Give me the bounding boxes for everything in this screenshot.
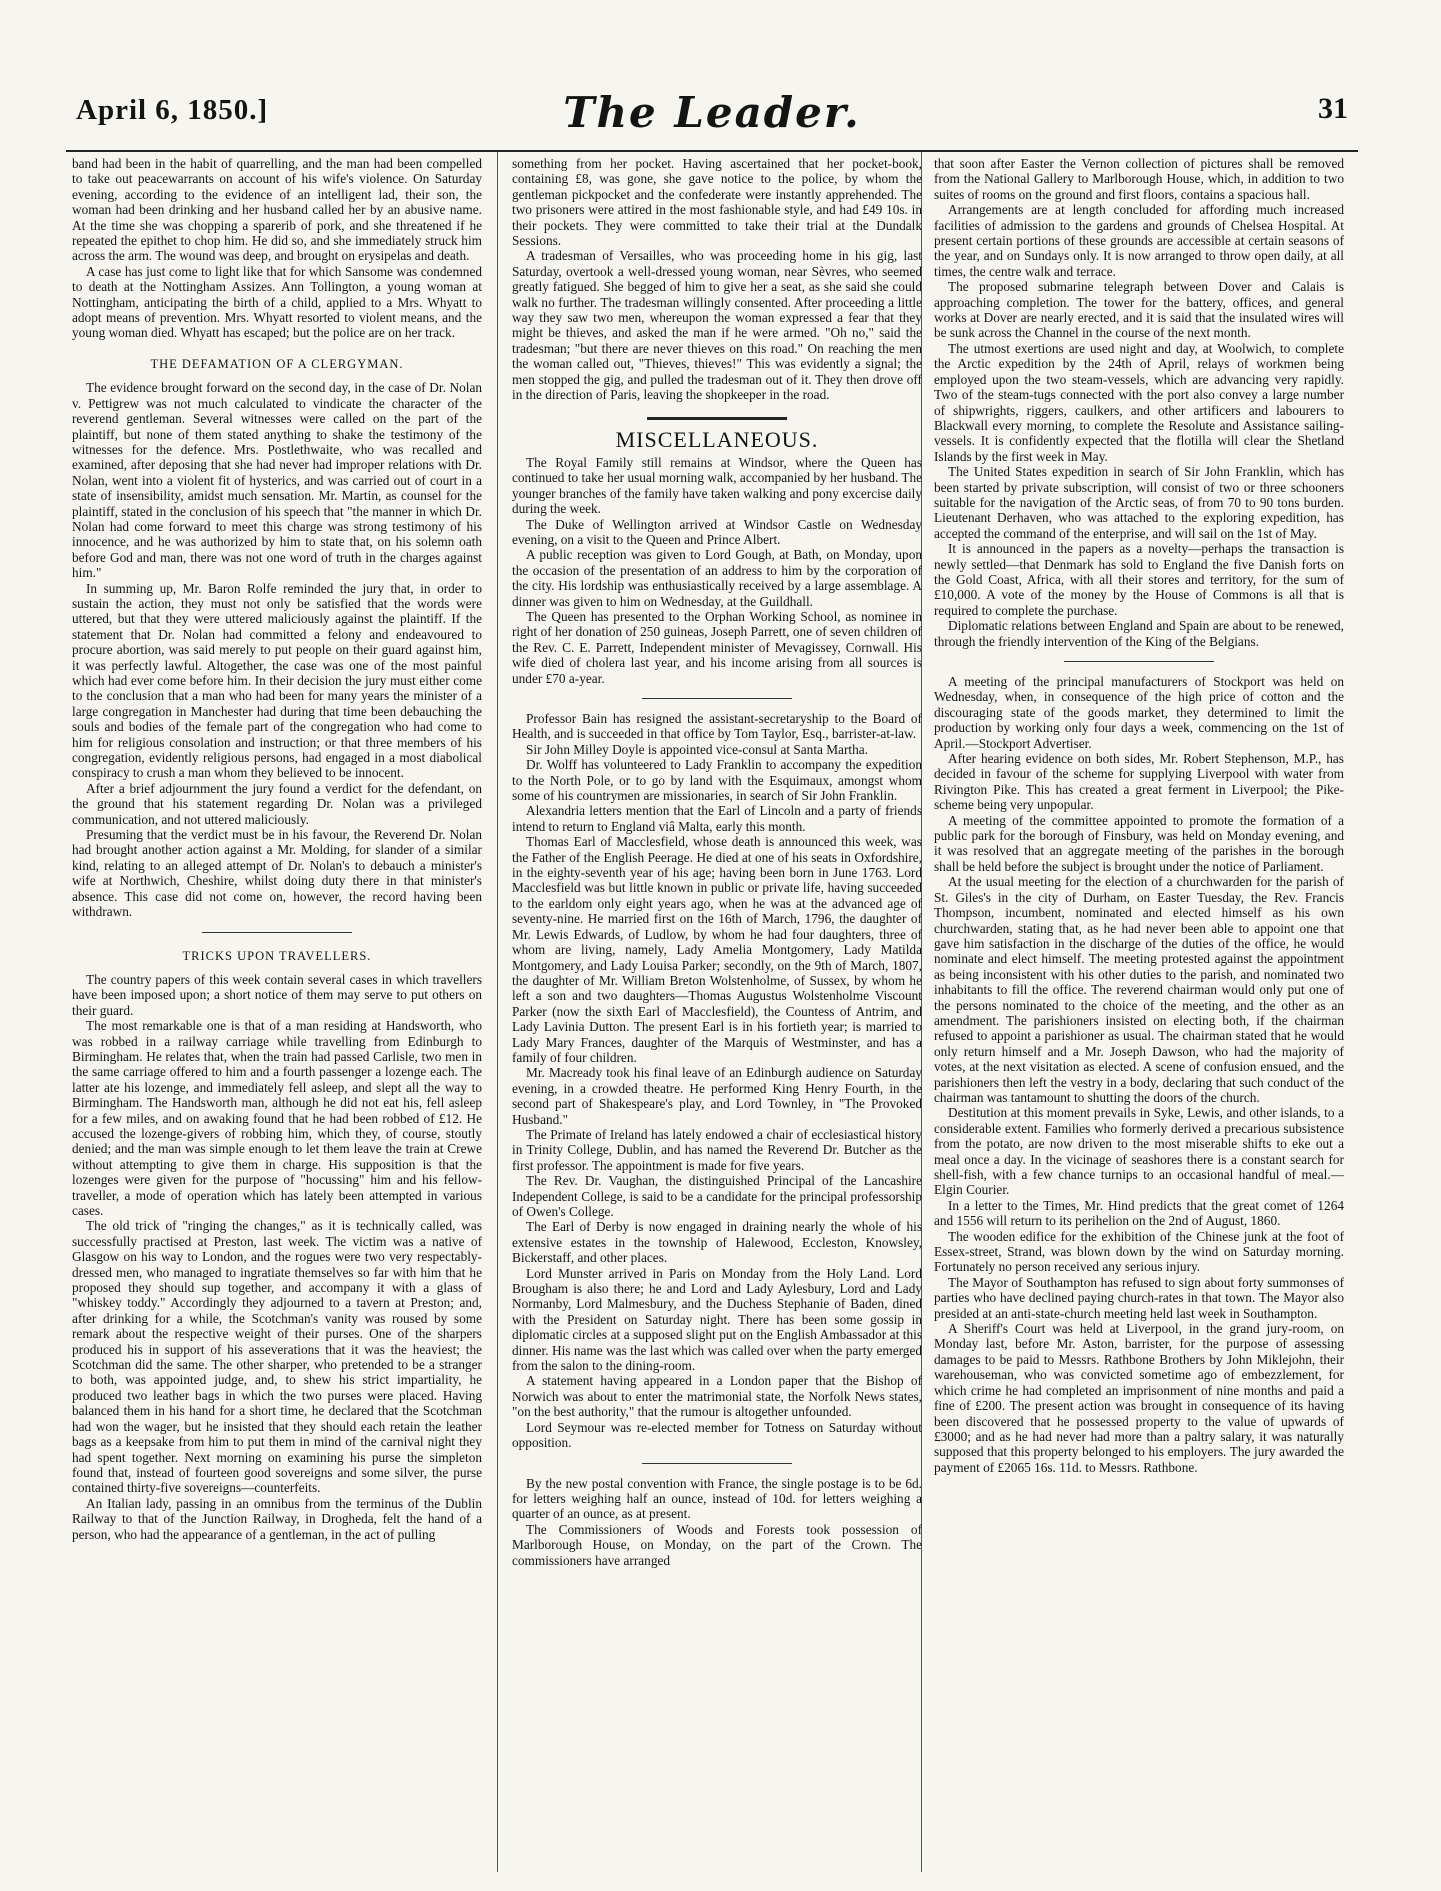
article-paragraph: The evidence brought forward on the second day, in the case of Dr. Nolan v. Pettigrew was not much calculated to vindicate the character of the reverend gentleman. Several witnesses were called on the part of the plaintiff, but none of them stated anything to shake the testimony of the witnesses for the defence. Mrs. Postlethwaite, who was recalled and examined, after deposing that she had never had improper relations with Dr. Nolan, went into a violent fit of hysterics, and was carried out of court in a state of insensibility, amidst much sensation. Mr. Martin, as counsel for the plaintiff, stated in the conclusion of his speech that "the manner in which Dr. Nolan had come forward to meet this charge was strong testimony of his innocence, and he was authorized by him to state that, on his solemn oath before God and man, there was not one word of truth in the charges against him." <box>72 380 482 581</box>
article-paragraph: It is announced in the papers as a novelty—perhaps the transaction is newly settled—that Denmark has sold to England the five Danish forts on the Gold Coast, Africa, with all their stores and territory, for the sum of £10,000. A vote of the money by the House of Commons is all that is required to complete the purchase. <box>934 541 1344 618</box>
column-3 <box>934 156 1344 1856</box>
article-paragraph: The Earl of Derby is now engaged in draining nearly the whole of his extensive estates in the township of Halewood, Eccleston, Knowsley, Bickerstaff, and other places. <box>512 1219 922 1266</box>
article-paragraph: A meeting of the committee appointed to promote the formation of a public park for the borough of Finsbury, was held on Monday evening, and it was resolved that an aggregate meeting of the parishes in the borough shall be held before the subject is brought under the notice of Parliament. <box>934 812 1344 874</box>
article-paragraph: After hearing evidence on both sides, Mr. Robert Stephenson, M.P., has decided in favour of the scheme for supplying Liverpool with water from Rivington Pike. This has created a great ferment in Liverpool; the Pike-scheme being very unpopular. <box>934 751 1344 813</box>
article-paragraph: A tradesman of Versailles, who was proceeding home in his gig, last Saturday, overtook a well-dressed young woman, near Sèvres, who seemed greatly fatigued. She begged of him to give her a seat, as she said she could walk no further. The tradesman willingly consented. After proceeding a little way they saw two men, whereupon the woman expressed a fear that they might be thieves, and asked the man if he were armed. "Oh no," said the tradesman; "but there are never thieves on this road." On reaching the men the woman called out, "Thieves, thieves!" This was evidently a signal; the men stopped the gig, and pulled the tradesman out of it. They then drove off in the direction of Paris, leaving the shopkeeper in the road. <box>512 248 922 403</box>
article-paragraph: The utmost exertions are used night and day, at Woolwich, to complete the Arctic expedition by the 24th of April, relays of workmen being employed upon the two steam-vessels, which are advancing very rapidly. Two of the steam-tugs connected with the port also convey a large number of shipwrights, riggers, caulkers, and other artificers and labourers to Blackwall every morning, to complete the Resolute and Assistance sailing-vessels. It is confidently expected that the flotilla will clear the Shetland Islands by the first week in May. <box>934 340 1344 464</box>
article-paragraph: The Commissioners of Woods and Forests took possession of Marlborough House, on Monday, on the part of the Crown. The commissioners have arranged <box>512 1521 922 1568</box>
article-paragraph: The country papers of this week contain several cases in which travellers have been imposed upon; a short notice of them may serve to put others on their guard. <box>72 971 482 1018</box>
article-paragraph: Destitution at this moment prevails in Syke, Lewis, and other islands, to a considerable extent. Families who formerly derived a precarious subsistence from the potato, are now driven to the most miserable shifts to eke out a meal once a day. In the vicinage of seashores there is a constant search for shell-fish, with a few chance turnips to an occasional handful of meal.—Elgin Courier. <box>934 1105 1344 1198</box>
article-paragraph: A Sheriff's Court was held at Liverpool, in the grand jury-room, on Monday last, before Mr. Aston, barrister, for the purpose of assessing damages to be paid to Messrs. Rathbone Brothers by John Miklejohn, their warehouseman, who was convicted sometime ago of embezzlement, for which crime he had completed an imprisonment of nine months and paid a fine of £200. The present action was brought in consequence of its having been discovered that he possessed property to the value of upwards of £3000; and as he had never had more than a paltry salary, it was naturally supposed that this property belonged to his employers. The jury awarded the payment of £2065 16s. 11d. to Messrs. Rathbone. <box>934 1321 1344 1475</box>
article-paragraph: The old trick of "ringing the changes," as it is technically called, was successfully practised at Preston, last week. The victim was a native of Glasgow on his way to London, and the rogues were two very respectably-dressed men, who managed to ingratiate themselves so far with him that he proposed they should sup together, and accompany it with a glass of "whiskey toddy." Accordingly they adjourned to a tavern at Preston; and, after drinking for a while, the Scotchman's vanity was roused by some remark about the respective weight of their purses. One of the sharpers produced his in support of his asseverations that it was the heaviest; the Scotchman did the same. The other sharper, who pretended to be a stranger to both, was appointed judge, and, to shew his strict impartiality, he produced two leather bags in which the two purses were placed. Having balanced them in his hand for a short time, he declared that the Scotchman had won the wager, but he insisted that they should each retain the leather bags as a keepsake from him to put them in mind of the carnival night they had spent together. Next morning on examining his purse the simpleton found that, instead of fourteen good sovereigns and some silver, the purse contained thirty-five sovereigns—counterfeits. <box>72 1218 482 1496</box>
section-separator <box>647 417 787 420</box>
article-paragraph: The wooden edifice for the exhibition of the Chinese junk at the foot of Essex-street, Strand, was blown down by the wind on Saturday morning. Fortunately no person received any serious injury. <box>934 1228 1344 1275</box>
article-paragraph: A statement having appeared in a London paper that the Bishop of Norwich was about to enter the matrimonial state, the Norfolk News states, "on the best authority," that the rumour is altogether unfounded. <box>512 1373 922 1420</box>
article-paragraph: Dr. Wolff has volunteered to Lady Franklin to accompany the expedition to the North Pole, or to go by land with the Esquimaux, amongst whom some of his countrymen are missionaries, in search of Sir John Franklin. <box>512 757 922 804</box>
section-separator <box>202 932 352 933</box>
column-1 <box>72 156 482 1856</box>
article-paragraph: The Duke of Wellington arrived at Windsor Castle on Wednesday evening, on a visit to the Queen and Prince Albert. <box>512 516 922 547</box>
article-paragraph: At the usual meeting for the election of a churchwarden for the parish of St. Giles's in the city of Durham, on Easter Tuesday, the Rev. Francis Thompson, incumbent, nominated and elected himself as his own churchwarden, stating that, as he had never been able to appoint one that gave him satisfaction in the discharge of the duties of the office, he would nominate and elect himself. The meeting protested against the appointment as being inconsistent with his other duties to the parish, and nominated two inhabitants to fill the office. The reverend chairman would only put one of the persons nominated to the choice of the meeting, and the other as an amendment. The parishioners insisted on electing both, if the chairman refused to appoint a parishioner as usual. The chairman stated that he would only return himself and a Mr. Joseph Dawson, who had the majority of votes, at the next visitation as elected. A scene of confusion ensued, and the parishioners then left the vestry in a body, declaring that such conduct of the chairman was tantamount to shutting the doors of the church. <box>934 874 1344 1105</box>
newspaper-title: The Leader. <box>563 88 861 137</box>
article-paragraph: In summing up, Mr. Baron Rolfe reminded the jury that, in order to sustain the action, they must not only be satisfied that the words were uttered, but that they were uttered maliciously against the plaintiff. If the statement that Dr. Nolan had committed a felony and endeavoured to procure abortion, was said merely to put people on their guard against him, it was perfectly lawful. Altogether, the case was one of the most painful which had ever come before him. In their decision the jury must either come to the conclusion that a man who had been for many years the minister of a large congregation in Manchester had during that time been debauching the souls and bodies of the female part of the congregation who had come to him for religious consolation and instruction; or that three members of his congregation, evidently religious persons, had engaged in a most diabolical conspiracy to crush a man whom they believed to be innocent. <box>72 580 482 781</box>
article-paragraph: Lord Munster arrived in Paris on Monday from the Holy Land. Lord Brougham is also there; he and Lord and Lady Aylesbury, Lord and Lady Normanby, Lord Malmesbury, and the Duchess Stephanie of Baden, dined with the President on Saturday night. There has been some gossip in diplomatic circles at a supposed slight put on the English Ambassador at this dinner. His name was the last which was called over when the party emerged from the salon to the dining-room. <box>512 1265 922 1374</box>
section-separator <box>642 1463 792 1464</box>
article-paragraph: The Primate of Ireland has lately endowed a chair of ecclesiastical history in Trinity College, Dublin, and has named the Reverend Dr. Butcher as the first professor. The appointment is made for five years. <box>512 1126 922 1173</box>
article-paragraph: Presuming that the verdict must be in his favour, the Reverend Dr. Nolan had brought another action against a Mr. Molding, for slander of a similar kind, relating to an alleged attempt of Dr. Nolan's to debauch a minister's wife at Northwich, Cheshire, whilst doing duty there in that minister's absence. This case did not come on, however, the record having been withdrawn. <box>72 827 482 920</box>
article-paragraph: The United States expedition in search of Sir John Franklin, which has been started by private subscription, will consist of two or three schooners suitable for the navigation of the Arctic seas, of from 70 to 90 tons burden. Lieutenant Derhaven, who was attached to the exploring expedition, has accepted the command of the enterprise, and will sail on the 1st of May. <box>934 464 1344 541</box>
article-paragraph: By the new postal convention with France, the single postage is to be 6d. for letters weighing half an ounce, instead of 10d. for letters weighing a quarter of an ounce, as at present. <box>512 1475 922 1522</box>
page-number: 31 <box>1318 92 1348 125</box>
article-paragraph: The most remarkable one is that of a man residing at Handsworth, who was robbed in a railway carriage while travelling from Edinburgh to Birmingham. He relates that, when the train had passed Carlisle, two men in the same carriage offered to him and a fourth passenger a lozenge each. The latter ate his lozenge, and immediately fell asleep, and slept all the way to Birmingham. The Handsworth man, although he did not eat his, fell asleep for a few miles, and on awaking found that he had been robbed of £12. He accused the lozenge-givers of robbing him, which they, of course, stoutly denied; and the man was simple enough to let them leave the train at Crewe without attempting to give them in charge. His supposition is that the lozenges were given for the purpose of "hocussing" him and his fellow-traveller, a mode of operation which has lately been attempted in various cases. <box>72 1018 482 1218</box>
article-paragraph: band had been in the habit of quarrelling, and the man had been compelled to take out peacewarrants on account of his wife's violence. On Saturday evening, according to the evidence of an intelligent lad, their son, the woman had been drinking and her husband called her by an abusive name. At the time she was chopping a sparerib of pork, and she threatened if he repeated the epithet to chop him. He did so, and she immediately struck him across the arm. The wound was deep, and brought on erysipelas and death. <box>72 156 482 264</box>
article-paragraph: Mr. Macready took his final leave of an Edinburgh audience on Saturday evening, in a crowded theatre. He performed King Henry Fourth, in the second part of Shakespeare's play, and Lord Townley, in "The Provoked Husband." <box>512 1065 922 1127</box>
section-heading: THE DEFAMATION OF A CLERGYMAN. <box>150 356 404 371</box>
article-paragraph: Lord Seymour was re-elected member for Totness on Saturday without opposition. <box>512 1419 922 1451</box>
issue-date: April 6, 1850.] <box>76 94 269 126</box>
article-paragraph: A meeting of the principal manufacturers of Stockport was held on Wednesday, when, in consequence of the high price of cotton and the discouraging state of the goods market, they determined to limit the production by working only four days a week, commencing on the 1st of April.—Stockport Advertiser. <box>934 674 1344 751</box>
article-paragraph: The Queen has presented to the Orphan Working School, as nominee in right of her donation of 250 guineas, Joseph Parrett, one of seven children of the Rev. C. E. Parrett, Independent minister of Mevagissey, Cornwall. His wife died of cholera last year, and his income arising from all sources is under £70 a-year. <box>512 608 922 686</box>
article-paragraph: The proposed submarine telegraph between Dover and Calais is approaching completion. The tower for the battery, offices, and general works at Dover are nearly erected, and it is said that the insulated wires will be sunk across the Channel in the course of the next month. <box>934 279 1344 341</box>
article-paragraph: In a letter to the Times, Mr. Hind predicts that the great comet of 1264 and 1556 will return to its perihelion on the 2nd of August, 1860. <box>934 1197 1344 1229</box>
article-paragraph: Alexandria letters mention that the Earl of Lincoln and a party of friends intend to return to England viâ Malta, early this month. <box>512 803 922 834</box>
article-paragraph: A public reception was given to Lord Gough, at Bath, on Monday, upon the occasion of the presentation of an address to him by the corporation of the city. His lordship was enthusiastically received by a large assemblage. A dinner was given to him on Wednesday, at the Guildhall. <box>512 547 922 609</box>
article-paragraph: that soon after Easter the Vernon collection of pictures shall be removed from the National Gallery to Marlborough House, which, in addition to two suites of rooms on the ground and first floors, contains a spacious hall. <box>934 156 1344 202</box>
article-paragraph: The Royal Family still remains at Windsor, where the Queen has continued to take her usual morning walk, accompanied by her husband. The younger branches of the family have taken walking and pony excercise daily during the week. <box>512 454 922 517</box>
section-heading: TRICKS UPON TRAVELLERS. <box>182 948 372 963</box>
article-paragraph: Sir John Milley Doyle is appointed vice-consul at Santa Martha. <box>526 741 868 757</box>
column-divider <box>497 152 498 1872</box>
article-paragraph: After a brief adjournment the jury found a verdict for the defendant, on the ground that his statement regarding Dr. Nolan was a privileged communication, and not uttered maliciously. <box>72 780 482 827</box>
masthead <box>66 88 1358 152</box>
section-heading: MISCELLANEOUS. <box>615 426 819 452</box>
article-paragraph: The Mayor of Southampton has refused to sign about forty summonses of parties who have declined paying church-rates in that town. The Mayor also presided at an anti-state-church meeting held last week in Southampton. <box>934 1274 1344 1321</box>
article-paragraph: Arrangements are at length concluded for affording much increased facilities of admission to the gardens and grounds of Chelsea Hospital. At present certain portions of these grounds are accessible at certain seasons of the year, and on Sundays only. It is now arranged to throw open daily, at all times, the centre walk and terrace. <box>934 202 1344 279</box>
article-paragraph: Thomas Earl of Macclesfield, whose death is announced this week, was the Father of the English Peerage. He died at one of his seats in Oxfordshire, in the eighty-seventh year of his age; having been born in June 1763. Lord Macclesfield was but little known in public or private life, having succeeded to the earldom only eight years ago, when he was at the advanced age of seventy-nine. He married first on the 16th of March, 1796, the daughter of Mr. Lewis Edwards, of Ludlow, by whom he had four daughters, three of whom are living, namely, Lady Amelia Montgomery, Lady Matilda Montgomery, and Lady Louisa Parker; secondly, on the 9th of March, 1807, the daughter of Mr. William Breton Wolstenholme, of Sussex, by whom he left a son and two daughters—Thomas Augustus Wolstenholme Viscount Parker (now the sixth Earl of Macclesfield), the Countess of Antrim, and Lady Lavinia Dutton. The present Earl is in his fortieth year; is married to Lady Mary Frances, daughter of the Marquis of Westminster, and has a family of four children. <box>512 834 922 1065</box>
section-separator <box>642 698 792 699</box>
article-paragraph: Diplomatic relations between England and Spain are about to be renewed, through the friendly intervention of the King of the Belgians. <box>934 618 1344 649</box>
article-paragraph: Professor Bain has resigned the assistant-secretaryship to the Board of Health, and is succeeded in that office by Tom Taylor, Esq., barrister-at-law. <box>512 711 922 742</box>
column-2 <box>512 156 922 1856</box>
article-paragraph: An Italian lady, passing in an omnibus from the terminus of the Dublin Railway to that of the Junction Railway, in Drogheda, felt the hand of a person, who had the appearance of a gentleman, in the act of pulling <box>72 1495 482 1542</box>
article-paragraph: something from her pocket. Having ascertained that her pocket-book, containing £8, was gone, she gave notice to the police, by whom the gentleman pickpocket and the confederate were instantly apprehended. The two prisoners were attired in the most fashionable style, and had £49 10s. in their pockets. They were committed to take their trial at the Dundalk Sessions. <box>512 156 922 249</box>
article-paragraph: The Rev. Dr. Vaughan, the distinguished Principal of the Lancashire Independent College, is said to be a candidate for the principal professorship of Owen's College. <box>512 1173 922 1219</box>
section-separator <box>1064 661 1214 662</box>
article-paragraph: A case has just come to light like that for which Sansome was condemned to death at the Nottingham Assizes. Ann Tollington, a young woman at Nottingham, anticipating the birth of a child, applied to a Mrs. Whyatt to adopt means of prevention. Mrs. Whyatt resorted to violent means, and the young woman died. Whyatt has escaped; but the police are on her track. <box>72 263 482 341</box>
